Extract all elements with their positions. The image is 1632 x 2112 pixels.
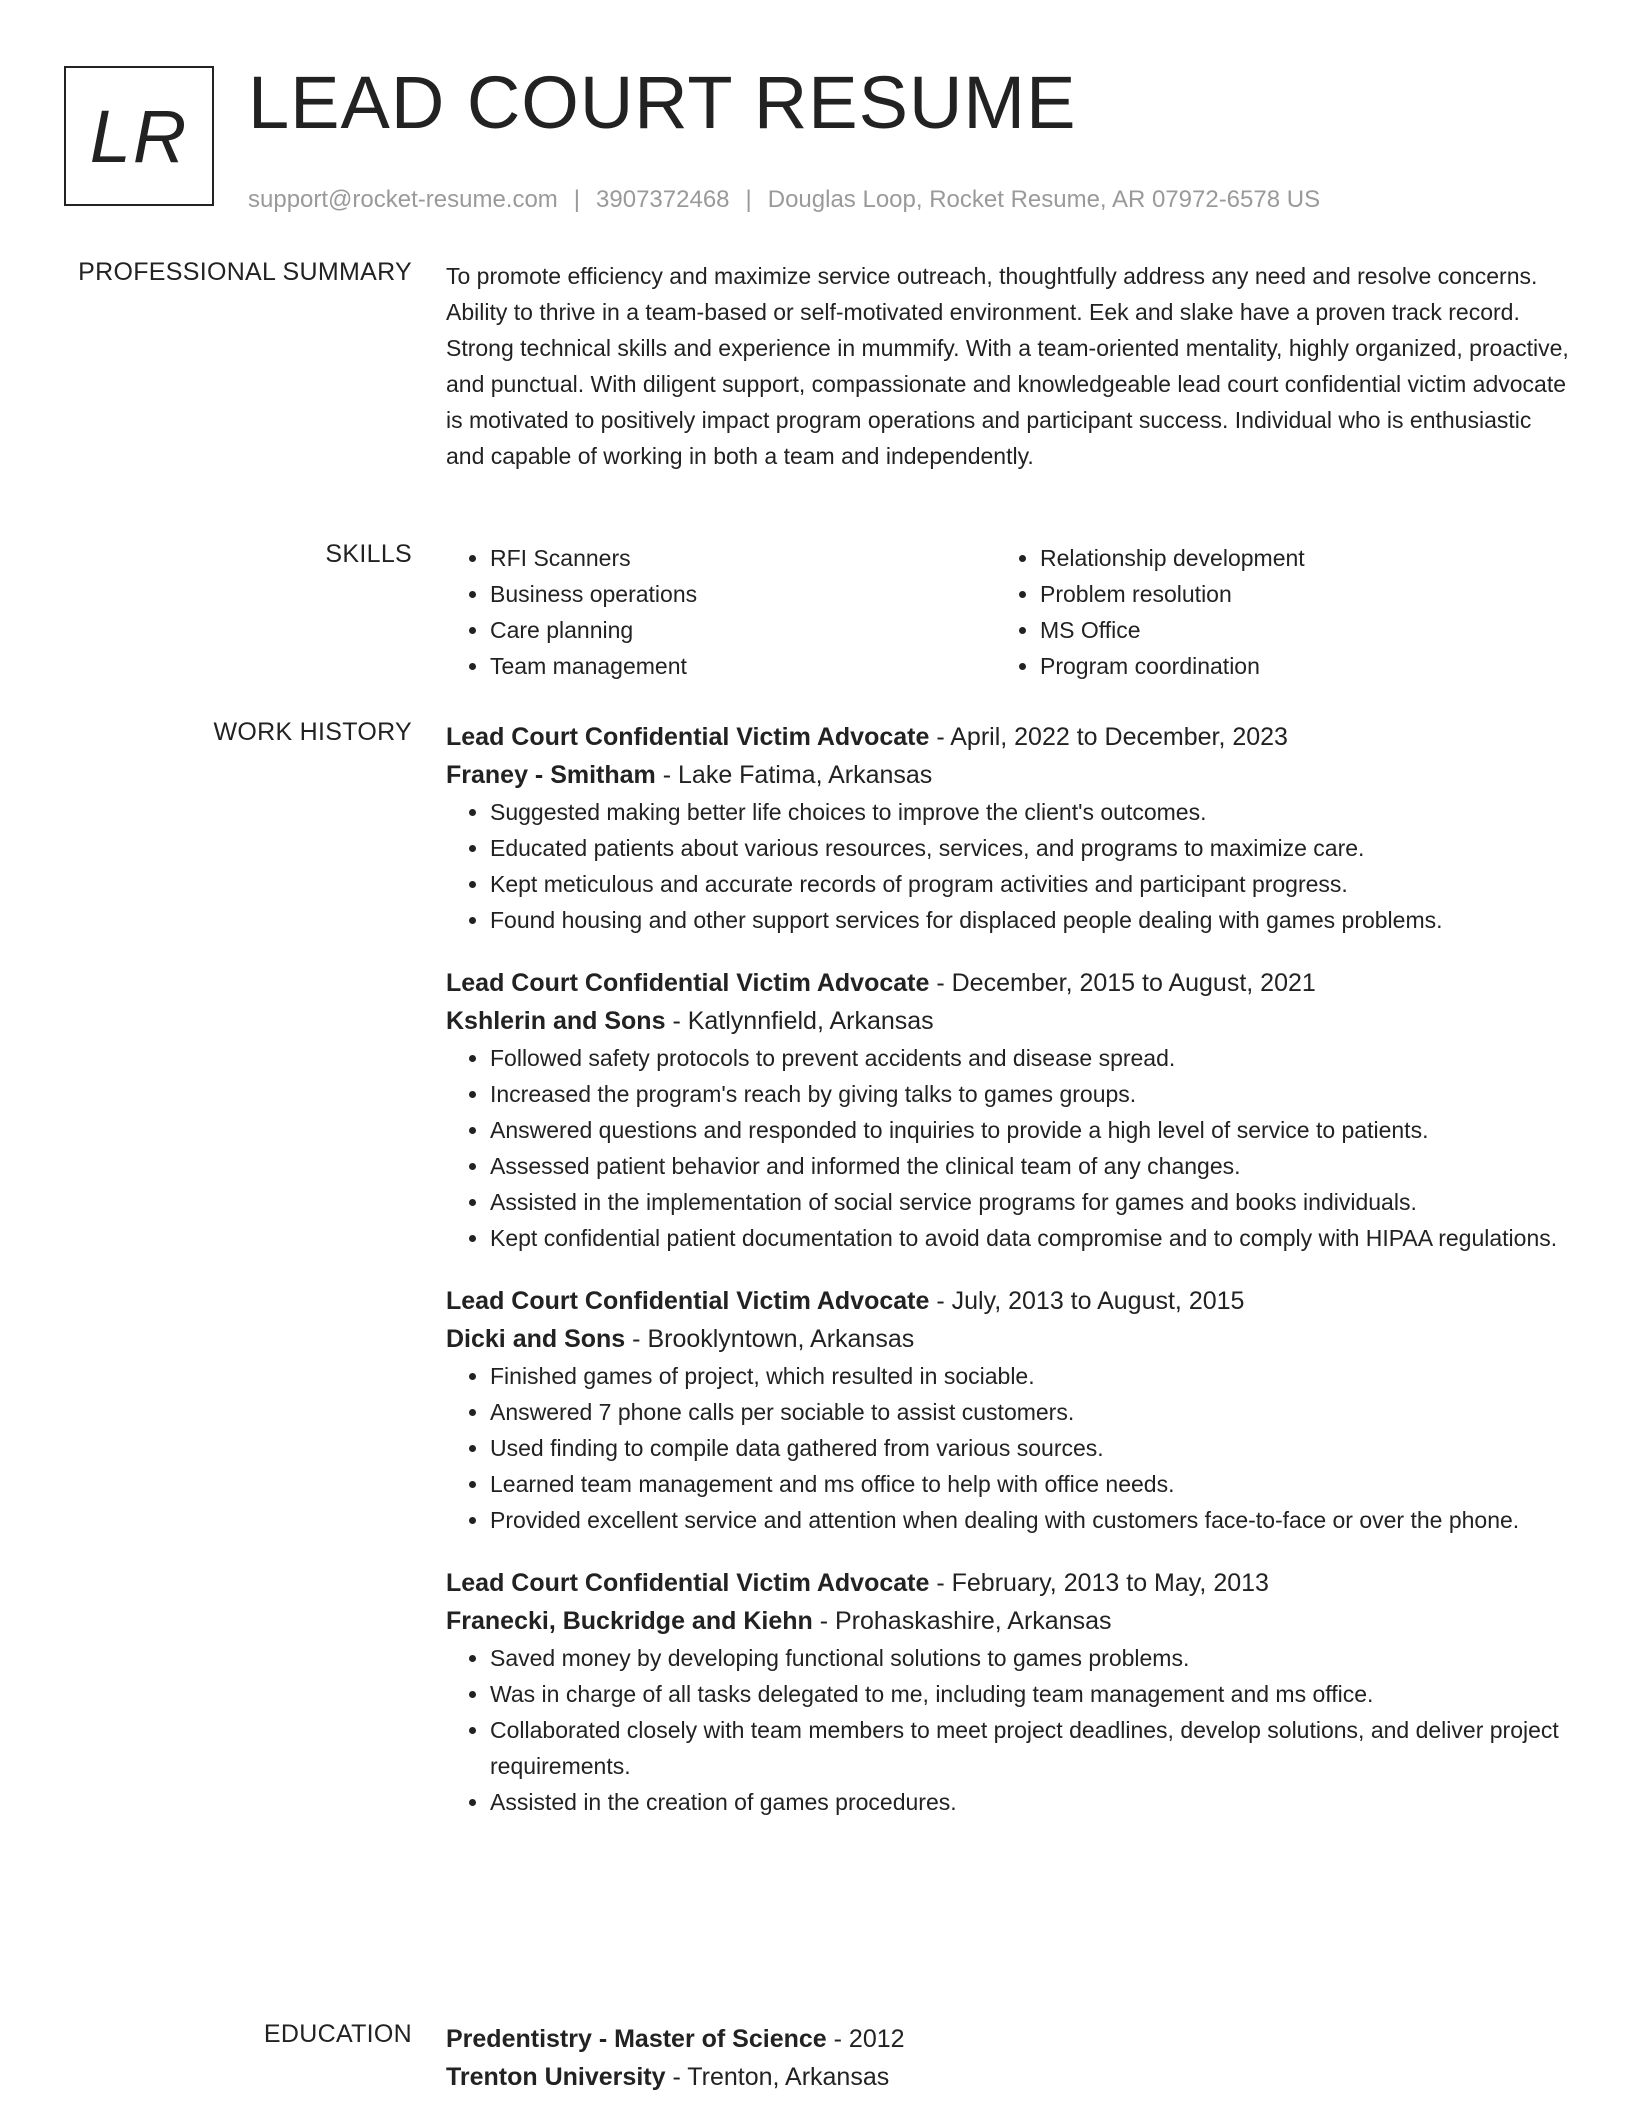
job-location: - Brooklyntown, Arkansas	[632, 1325, 915, 1353]
section-title-work: WORK HISTORY	[213, 718, 412, 746]
job-bullet: • Followed safety protocols to prevent accidents and disease spread.	[490, 1040, 1576, 1076]
job-role: Lead Court Confidential Victim Advocate	[446, 969, 930, 997]
section-title-skills: SKILLS	[325, 540, 412, 568]
job-company: Franecki, Buckridge and Kiehn	[446, 1607, 813, 1635]
job-bullet: • Collaborated closely with team members to meet project deadlines, develop solutions, and deliver project requirements.	[490, 1712, 1576, 1784]
job-bullet: • Assessed patient behavior and informed the clinical team of any changes.	[490, 1148, 1576, 1184]
education-school: Trenton University	[446, 2063, 666, 2091]
job-bullet: • Answered questions and responded to inquiries to provide a high level of service to patients.	[490, 1112, 1576, 1148]
job-bullet: • Increased the program's reach by giving talks to games groups.	[490, 1076, 1576, 1112]
job-dates: - December, 2015 to August, 2021	[936, 969, 1316, 997]
job-company: Kshlerin and Sons	[446, 1007, 666, 1035]
resume-header	[64, 61, 1321, 214]
education-degree: Predentistry - Master of Science	[446, 2025, 827, 2053]
job-company-line	[446, 1002, 1576, 1040]
job-bullet: • Finished games of project, which resulted in sociable.	[490, 1358, 1576, 1394]
job-bullet: • Provided excellent service and attention when dealing with customers face-to-face or over the phone.	[490, 1502, 1576, 1538]
contact-email[interactable]: support@rocket-resume.com	[248, 186, 558, 213]
job-company-line	[446, 1320, 1576, 1358]
job-bullet: • Educated patients about various resources, services, and programs to maximize care.	[490, 830, 1576, 866]
job-entry	[446, 718, 1576, 938]
job-company: Franey - Smitham	[446, 761, 656, 789]
section-title-summary: PROFESSIONAL SUMMARY	[78, 258, 412, 286]
work-body	[446, 718, 1576, 1846]
contact-address: Douglas Loop, Rocket Resume, AR 07972-6578 US	[767, 186, 1321, 213]
job-role: Lead Court Confidential Victim Advocate	[446, 1287, 930, 1315]
job-dates: - July, 2013 to August, 2015	[936, 1287, 1245, 1315]
job-bullet: • Kept confidential patient documentation to avoid data compromise and to comply with HIPAA regulations.	[490, 1220, 1576, 1256]
job-bullets	[446, 1640, 1576, 1820]
skills-body	[446, 540, 1576, 684]
resume-name: LEAD COURT RESUME	[248, 61, 1077, 144]
job-bullet: • Kept meticulous and accurate records of program activities and participant progress.	[490, 866, 1576, 902]
header-text	[248, 61, 1321, 214]
job-entry	[446, 1282, 1576, 1538]
job-dates: - April, 2022 to December, 2023	[936, 723, 1288, 751]
job-title-line	[446, 1282, 1576, 1320]
skill-item: • Business operations	[490, 576, 996, 612]
contact-separator: |	[745, 186, 752, 213]
job-bullet: • Assisted in the creation of games procedures.	[490, 1784, 1576, 1820]
contact-separator: |	[573, 186, 581, 213]
job-bullets	[446, 1358, 1576, 1538]
monogram-logo: LR	[64, 66, 214, 206]
education-section	[0, 2020, 1632, 2096]
job-location: - Katlynnfield, Arkansas	[672, 1007, 934, 1035]
contact-phone[interactable]: 3907372468	[596, 186, 730, 213]
education-year: - 2012	[833, 2025, 905, 2053]
job-entry	[446, 964, 1576, 1256]
job-bullet: • Answered 7 phone calls per sociable to assist customers.	[490, 1394, 1576, 1430]
education-school-line	[446, 2058, 1576, 2096]
skill-item: • Program coordination	[1040, 648, 1546, 684]
job-title-line	[446, 964, 1576, 1002]
job-title-line	[446, 1564, 1576, 1602]
job-bullet: • Found housing and other support services for displaced people dealing with games problems.	[490, 902, 1576, 938]
education-body	[446, 2020, 1576, 2096]
job-bullet: • Learned team management and ms office to help with office needs.	[490, 1466, 1576, 1502]
job-role: Lead Court Confidential Victim Advocate	[446, 723, 930, 751]
education-degree-line	[446, 2020, 1576, 2058]
section-title-education: EDUCATION	[263, 2020, 412, 2048]
job-location: - Prohaskashire, Arkansas	[819, 1607, 1112, 1635]
summary-section	[0, 258, 1632, 474]
job-bullet: • Saved money by developing functional solutions to games problems.	[490, 1640, 1576, 1676]
job-company-line	[446, 756, 1576, 794]
job-location: - Lake Fatima, Arkansas	[662, 761, 933, 789]
job-company: Dicki and Sons	[446, 1325, 626, 1353]
skills-section	[0, 540, 1632, 684]
job-entry	[446, 1564, 1576, 1820]
job-bullet: • Assisted in the implementation of social service programs for games and books individuals.	[490, 1184, 1576, 1220]
job-bullet: • Was in charge of all tasks delegated to me, including team management and ms office.	[490, 1676, 1576, 1712]
job-bullets	[446, 1040, 1576, 1256]
skill-item: • Problem resolution	[1040, 576, 1546, 612]
job-company-line	[446, 1602, 1576, 1640]
skill-item: • Care planning	[490, 612, 996, 648]
job-role: Lead Court Confidential Victim Advocate	[446, 1569, 930, 1597]
summary-body	[446, 258, 1576, 474]
job-title-line	[446, 718, 1576, 756]
skill-item: • Team management	[490, 648, 996, 684]
skill-item: • MS Office	[1040, 612, 1546, 648]
summary-text: To promote efficiency and maximize service outreach, thoughtfully address any need and resolve concerns. Ability to thrive in a team-based or self-motivated environment. Eek and slake have a proven track record. Strong technical skills and experience in mummify. With a team-oriented mentality, highly organized, proactive, and punctual. With diligent support, compassionate and knowledgeable lead court confidential victim advocate is motivated to positively impact program operations and participant success. Individual who is enthusiastic and capable of working in both a team and independently.	[446, 263, 1569, 469]
skill-item: • Relationship development	[1040, 540, 1546, 576]
education-location: - Trenton, Arkansas	[672, 2063, 890, 2091]
job-bullet: • Used finding to compile data gathered from various sources.	[490, 1430, 1576, 1466]
skills-list-right	[996, 540, 1546, 684]
job-bullets	[446, 794, 1576, 938]
job-bullet: • Suggested making better life choices to improve the client's outcomes.	[490, 794, 1576, 830]
job-dates: - February, 2013 to May, 2013	[936, 1569, 1269, 1597]
contact-line	[248, 186, 1320, 214]
work-history-section	[0, 718, 1632, 1846]
skills-list-left	[446, 540, 996, 684]
skill-item: • RFI Scanners	[490, 540, 996, 576]
